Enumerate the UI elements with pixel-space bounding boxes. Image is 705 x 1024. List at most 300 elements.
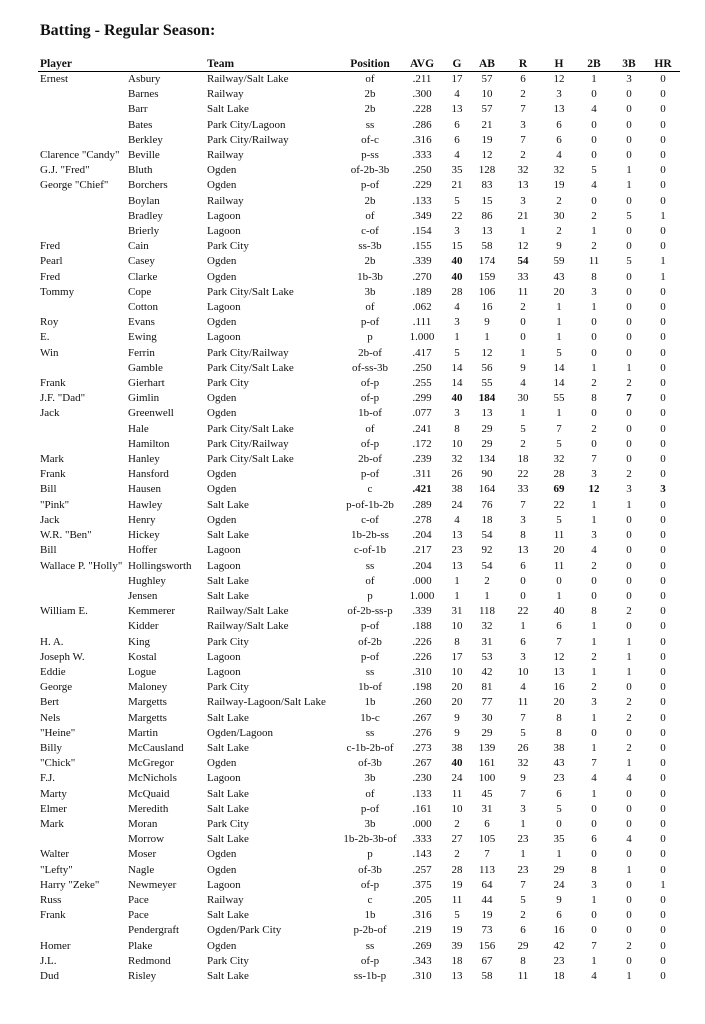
home-runs-cell: 0 [660,194,666,207]
table-row [38,224,680,239]
home-runs-cell: 0 [660,529,666,542]
doubles-cell: 3 [591,529,597,542]
table-body [38,72,680,985]
home-runs-cell: 0 [660,346,666,359]
at-bats-cell: 53 [481,650,493,663]
player-first-name: Clarence "Candy" [40,149,120,162]
team-cell: Lagoon [207,665,241,678]
triples-cell: 0 [626,149,632,162]
doubles-cell: 7 [591,757,597,770]
team-cell: Ogden [207,863,237,876]
doubles-cell: 2 [591,681,597,694]
at-bats-cell: 13 [481,225,493,238]
home-runs-cell: 0 [660,893,666,906]
player-last-name: Asbury [128,73,161,85]
runs-cell: 13 [517,179,529,192]
player-last-name: Martin [128,726,158,739]
triples-cell: 0 [626,589,632,602]
table-row [38,300,680,315]
team-cell: Lagoon [207,544,241,557]
triples-cell: 0 [626,407,632,420]
runs-cell: 5 [520,422,526,435]
triples-cell: 0 [626,559,632,572]
at-bats-cell: 118 [478,605,496,618]
runs-cell: 23 [517,863,529,876]
doubles-cell: 1 [591,225,597,238]
player-last-name: Hawley [128,498,163,511]
doubles-cell: 11 [588,255,600,268]
runs-cell: 4 [520,681,526,694]
position-cell: ss [365,939,375,952]
team-cell: Ogden [207,513,237,526]
player-first-name: Marty [40,787,67,800]
home-runs-cell: 0 [660,757,666,770]
runs-cell: 6 [520,635,526,648]
player-first-name: "Lefty" [40,863,73,876]
hits-cell: 29 [553,863,565,876]
position-cell: p-of [360,179,380,192]
hits-cell: 0 [556,817,562,830]
team-cell: Salt Lake [207,741,249,754]
team-cell: Ogden/Park City [207,924,282,937]
player-first-name: Frank [40,468,66,481]
hits-cell: 55 [553,392,565,405]
at-bats-cell: 9 [484,316,490,329]
at-bats-cell: 7 [484,848,490,861]
team-cell: Salt Lake [207,589,249,602]
table-row [38,908,680,923]
player-last-name: Risley [128,969,157,982]
games-cell: 5 [454,346,460,359]
hits-cell: 5 [556,802,562,815]
doubles-cell: 0 [591,316,597,329]
hits-cell: 7 [556,422,562,435]
team-cell: Salt Lake [207,909,249,922]
player-last-name: Kemmerer [128,605,176,618]
avg-cell: .204 [412,559,432,572]
avg-cell: .133 [412,194,432,207]
triples-cell: 0 [626,954,632,967]
player-first-name: J.L. [40,954,57,967]
avg-cell: .228 [412,103,432,116]
table-row [38,741,680,756]
triples-cell: 5 [626,255,632,268]
position-cell: c-1b-2b-of [346,741,394,754]
runs-cell: 0 [520,331,526,344]
avg-cell: .343 [412,954,432,967]
runs-cell: 1 [520,817,526,830]
player-last-name: Pendergraft [128,924,180,937]
player-first-name: G.J. "Fred" [40,164,90,177]
triples-cell: 2 [626,711,632,724]
runs-cell: 33 [517,270,529,283]
header-position: Position [340,57,400,72]
hits-cell: 24 [553,878,565,891]
triples-cell: 0 [626,301,632,314]
player-first-name: Fred [40,270,61,283]
player-last-name: Margetts [128,711,167,724]
at-bats-cell: 12 [481,346,493,359]
position-cell: 1b [364,696,376,709]
at-bats-cell: 113 [478,863,496,876]
position-cell: p-2b-of [353,924,387,937]
table-row [38,802,680,817]
at-bats-cell: 42 [481,665,493,678]
home-runs-cell: 0 [660,863,666,876]
player-first-name: "Pink" [40,498,70,511]
table-row [38,254,680,269]
table-row [38,406,680,421]
doubles-cell: 1 [591,741,597,754]
at-bats-cell: 1 [484,589,490,602]
doubles-cell: 3 [591,285,597,298]
runs-cell: 1 [520,848,526,861]
position-cell: p-ss [361,149,379,162]
runs-cell: 54 [517,255,529,268]
runs-cell: 22 [517,605,529,618]
hits-cell: 4 [556,149,562,162]
table-row [38,954,680,969]
position-cell: of [365,73,375,85]
doubles-cell: 6 [591,833,597,846]
team-cell: Railway [207,88,244,101]
games-cell: 11 [451,893,463,906]
runs-cell: 1 [520,346,526,359]
player-last-name: Ewing [128,331,157,344]
at-bats-cell: 100 [478,772,496,785]
avg-cell: .239 [412,453,432,466]
position-cell: ss-3b [358,240,382,253]
position-cell: p [367,331,373,344]
position-cell: c [367,483,373,496]
runs-cell: 1 [520,225,526,238]
position-cell: c-of-1b [353,544,387,557]
player-last-name: Evans [128,316,155,329]
triples-cell: 0 [626,726,632,739]
avg-cell: .133 [412,787,432,800]
team-cell: Park City [207,817,249,830]
team-cell: Park City [207,240,249,253]
runs-cell: 8 [520,954,526,967]
triples-cell: 0 [626,848,632,861]
avg-cell: .299 [412,392,432,405]
home-runs-cell: 1 [660,878,666,891]
player-first-name: W.R. "Ben" [40,529,92,542]
hits-cell: 42 [553,939,565,952]
doubles-cell: 0 [591,726,597,739]
table-row [38,863,680,878]
runs-cell: 8 [520,529,526,542]
home-runs-cell: 0 [660,741,666,754]
position-cell: 1b-3b [357,270,383,283]
player-first-name [38,574,126,589]
hits-cell: 43 [553,757,565,770]
at-bats-cell: 92 [481,544,493,557]
hits-cell: 1 [556,848,562,861]
player-first-name: Mark [40,817,64,830]
games-cell: 1 [454,589,460,602]
runs-cell: 10 [517,665,529,678]
hits-cell: 14 [553,361,565,374]
triples-cell: 1 [626,969,632,982]
home-runs-cell: 3 [660,483,666,496]
avg-cell: .255 [412,377,432,390]
player-first-name: Frank [40,377,66,390]
avg-cell: .204 [412,529,432,542]
team-cell: Park City/Lagoon [207,118,286,131]
triples-cell: 2 [626,741,632,754]
doubles-cell: 0 [591,848,597,861]
home-runs-cell: 1 [660,270,666,283]
table-row [38,604,680,619]
table-row [38,543,680,558]
triples-cell: 0 [626,133,632,146]
team-cell: Salt Lake [207,802,249,815]
home-runs-cell: 0 [660,635,666,648]
player-last-name: Jensen [128,589,158,602]
doubles-cell: 8 [591,605,597,618]
team-cell: Railway [207,149,244,162]
team-cell: Ogden [207,757,237,770]
at-bats-cell: 21 [481,118,493,131]
position-cell: ss [365,726,375,739]
triples-cell: 1 [626,665,632,678]
player-first-name [38,194,126,209]
table-row [38,467,680,482]
table-row [38,346,680,361]
home-runs-cell: 0 [660,696,666,709]
team-cell: Lagoon [207,559,241,572]
runs-cell: 9 [520,772,526,785]
games-cell: 3 [454,407,460,420]
home-runs-cell: 0 [660,589,666,602]
position-cell: 1b-2b-3b-of [343,833,397,846]
home-runs-cell: 1 [660,255,666,268]
doubles-cell: 0 [591,88,597,101]
runs-cell: 3 [520,118,526,131]
at-bats-cell: 139 [478,741,496,754]
triples-cell: 0 [626,909,632,922]
home-runs-cell: 0 [660,377,666,390]
games-cell: 5 [454,194,460,207]
home-runs-cell: 0 [660,909,666,922]
avg-cell: .062 [412,301,432,314]
team-cell: Ogden [207,270,237,283]
doubles-cell: 2 [591,650,597,663]
player-last-name: Brierly [128,225,160,238]
player-first-name [38,224,126,239]
avg-cell: .229 [412,179,432,192]
player-last-name: Bates [128,118,153,131]
at-bats-cell: 105 [478,833,496,846]
home-runs-cell: 0 [660,650,666,663]
games-cell: 3 [454,225,460,238]
avg-cell: .421 [412,483,432,496]
player-last-name: Gierhart [128,377,165,390]
doubles-cell: 2 [591,240,597,253]
hits-cell: 5 [556,346,562,359]
position-cell: of-ss-3b [351,361,389,374]
triples-cell: 0 [626,194,632,207]
team-cell: Lagoon [207,225,241,238]
hits-cell: 20 [553,544,565,557]
player-last-name: Pace [128,909,149,922]
table-row [38,619,680,634]
hits-cell: 6 [556,620,562,633]
runs-cell: 32 [517,757,529,770]
table-row [38,498,680,513]
table-row [38,178,680,193]
at-bats-cell: 18 [481,513,493,526]
team-cell: Park City/Railway [207,133,289,146]
doubles-cell: 0 [591,589,597,602]
games-cell: 4 [454,149,460,162]
triples-cell: 0 [626,422,632,435]
team-cell: Railway/Salt Lake [207,605,289,618]
triples-cell: 4 [626,833,632,846]
hits-cell: 11 [553,529,565,542]
player-last-name: Hollingsworth [128,559,192,572]
at-bats-cell: 161 [478,757,496,770]
triples-cell: 0 [626,103,632,116]
table-row [38,437,680,452]
games-cell: 9 [454,726,460,739]
team-cell: Salt Lake [207,711,249,724]
triples-cell: 1 [626,179,632,192]
doubles-cell: 0 [591,194,597,207]
team-cell: Park City/Railway [207,346,289,359]
triples-cell: 1 [626,863,632,876]
games-cell: 8 [454,422,460,435]
player-last-name: Kidder [128,620,159,633]
table-row [38,680,680,695]
doubles-cell: 0 [591,437,597,450]
games-cell: 20 [451,696,463,709]
header-r: R [504,57,542,72]
hits-cell: 32 [553,453,565,466]
avg-cell: .111 [412,316,432,329]
position-cell: ss [365,118,375,131]
table-row [38,589,680,604]
home-runs-cell: 0 [660,939,666,952]
player-first-name [38,619,126,634]
games-cell: 24 [451,772,463,785]
table-row [38,969,680,984]
doubles-cell: 1 [591,954,597,967]
player-last-name: Cope [128,285,152,298]
player-last-name: Beville [128,149,160,162]
doubles-cell: 1 [591,498,597,511]
doubles-cell: 0 [591,574,597,587]
home-runs-cell: 0 [660,574,666,587]
triples-cell: 1 [626,757,632,770]
at-bats-cell: 55 [481,377,493,390]
table-row [38,513,680,528]
player-first-name: Billy [40,741,63,754]
table-row [38,771,680,786]
triples-cell: 2 [626,696,632,709]
player-first-name: Frank [40,909,66,922]
at-bats-cell: 184 [478,392,496,405]
runs-cell: 6 [520,559,526,572]
table-row [38,482,680,497]
position-cell: ss-1b-p [353,969,387,982]
doubles-cell: 4 [591,179,597,192]
triples-cell: 0 [626,924,632,937]
header-3b: 3B [612,57,646,72]
table-row [38,650,680,665]
player-first-name [38,209,126,224]
home-runs-cell: 0 [660,453,666,466]
games-cell: 28 [451,285,463,298]
position-cell: p [367,848,373,861]
player-last-name: Ferrin [128,346,155,359]
home-runs-cell: 0 [660,802,666,815]
doubles-cell: 0 [591,149,597,162]
runs-cell: 2 [520,909,526,922]
table-row [38,270,680,285]
player-first-name: Eddie [40,665,66,678]
position-cell: 1b-c [360,711,380,724]
runs-cell: 12 [517,240,529,253]
player-first-name [38,437,126,452]
at-bats-cell: 159 [478,270,496,283]
home-runs-cell: 0 [660,544,666,557]
hits-cell: 2 [556,194,562,207]
player-first-name: Jack [40,407,60,420]
hits-cell: 16 [553,681,565,694]
runs-cell: 7 [520,878,526,891]
triples-cell: 3 [626,73,632,85]
home-runs-cell: 0 [660,954,666,967]
hits-cell: 12 [553,650,565,663]
games-cell: 10 [451,665,463,678]
avg-cell: .333 [412,833,432,846]
hits-cell: 20 [553,285,565,298]
table-row [38,361,680,376]
home-runs-cell: 0 [660,225,666,238]
player-first-name: Bert [40,696,59,709]
hits-cell: 43 [553,270,565,283]
player-first-name: Walter [40,848,70,861]
at-bats-cell: 29 [481,437,493,450]
avg-cell: .310 [412,969,432,982]
at-bats-cell: 19 [481,133,493,146]
triples-cell: 3 [626,483,632,496]
player-first-name: F.J. [40,772,56,785]
games-cell: 13 [451,969,463,982]
position-cell: of-3b [358,757,382,770]
triples-cell: 0 [626,316,632,329]
position-cell: 1b-2b-ss [351,529,389,542]
team-cell: Salt Lake [207,498,249,511]
avg-cell: .000 [412,817,432,830]
team-cell: Lagoon [207,772,241,785]
hits-cell: 8 [556,711,562,724]
at-bats-cell: 15 [481,194,493,207]
triples-cell: 0 [626,513,632,526]
at-bats-cell: 10 [481,88,493,101]
doubles-cell: 1 [591,665,597,678]
games-cell: 40 [451,255,463,268]
at-bats-cell: 54 [481,559,493,572]
avg-cell: .333 [412,149,432,162]
player-last-name: Bluth [128,164,153,177]
table-row [38,102,680,117]
header-h: H [542,57,576,72]
triples-cell: 1 [626,650,632,663]
at-bats-cell: 30 [481,711,493,724]
